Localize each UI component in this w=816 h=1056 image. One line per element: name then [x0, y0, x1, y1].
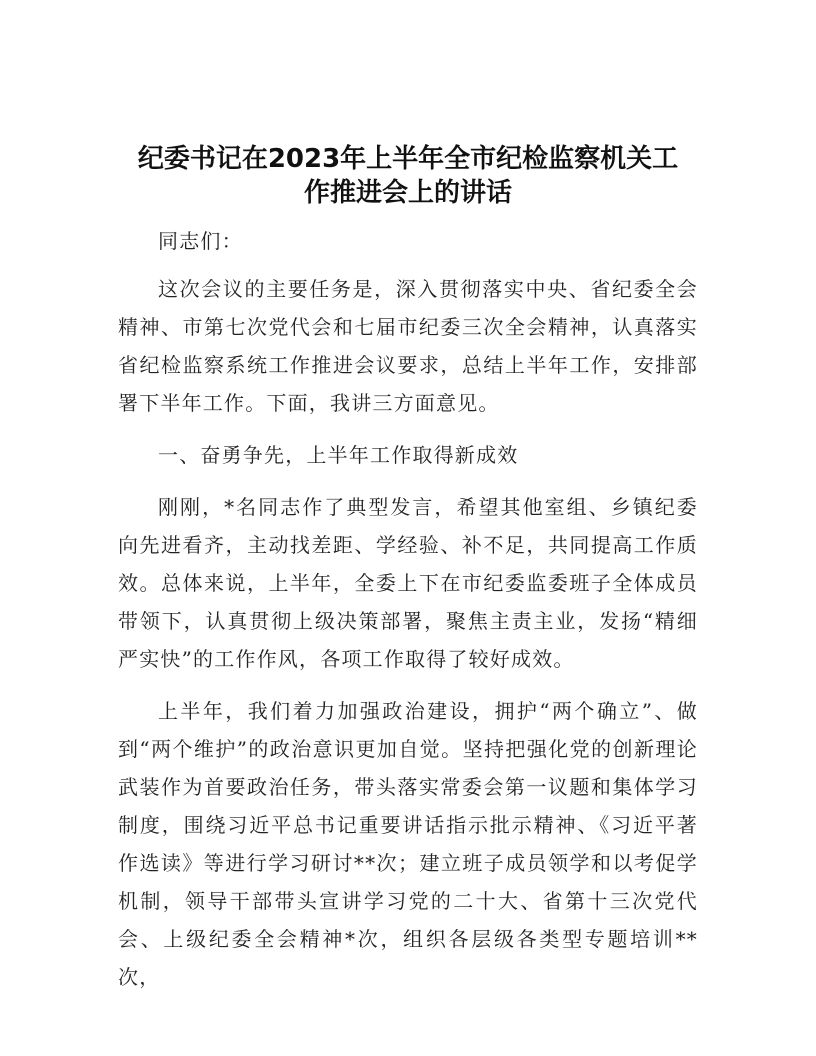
title-line-1: 纪委书记在2023年上半年全市纪检监察机关工 — [137, 144, 679, 174]
section-heading-1: 一、奋勇争先，上半年工作取得新成效 — [158, 443, 519, 467]
document-title — [110, 142, 706, 210]
greeting: 同志们： — [158, 229, 243, 253]
title-line-2: 作推进会上的讲话 — [303, 178, 512, 208]
paragraph-intro: 这次会议的主要任务是，深入贯彻落实中央、省纪委全会精神、市第七次党代会和七届市纪委三次全会精神，认真落实省纪检监察系统工作推进会议要求，总结上半年工作，安排部署下半年工作。下面，我讲三方面意见。 — [118, 277, 698, 415]
paragraph-political-building: 上半年，我们着力加强政治建设，拥护“两个确立”、做到“两个维护”的政治意识更加自觉。坚持把强化党的创新理论武装作为首要政治任务，带头落实常委会第一议题和集体学习制度，围绕习近平总书记重要讲话指示批示精神、《习近平著作选读》等进行学习研讨**次；建立班子成员领学和以考促学机制，领导干部带头宣讲学习党的二十大、省第十三次党代会、上级纪委全会精神*次，组织各层级各类型专题培训**次， — [118, 699, 698, 989]
paragraph-summary: 刚刚，*名同志作了典型发言，希望其他室组、乡镇纪委向先进看齐，主动找差距、学经验、补不足，共同提高工作质效。总体来说，上半年，全委上下在市纪委监委班子全体成员带领下，认真贯彻上级决策部署，聚焦主责主业，发扬“精细严实快”的工作作风，各项工作取得了较好成效。 — [118, 495, 698, 671]
document-body — [118, 222, 698, 1010]
